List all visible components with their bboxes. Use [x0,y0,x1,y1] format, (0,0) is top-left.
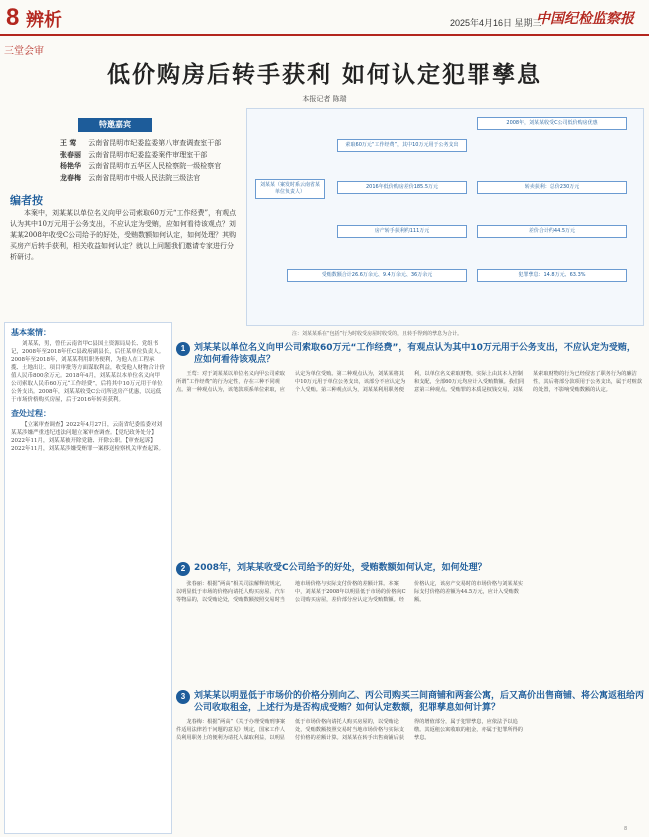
diagram-node: 索取60万元“工作经费”，其中10万元用于公务支出 [337,139,467,152]
case-diagram [246,108,644,326]
article-byline: 本报记者 陈瑞 [302,95,347,103]
case-text: 刘某某，男，曾任云南省甲C县国土资源局局长、党组书记，2008年至2018年任C县政府副县长，后任某单位负责人。2008年至2018年，刘某某利用职务便利，为他人在工程承揽、土地出让、项目审批等方面谋取利益，收受他人财物合计价值人民币800余万元。2018年4月，刘某某以本单位名义向甲公司索取人民币60万元“工作经费”，后将其中10万元用于单位公务支出。2008年，刘某某收受C公司所送房产优惠，以远低于市场价格购买房屋，后于2016年转卖获利。 [11,341,166,403]
case-sidebar [4,322,172,834]
question-text: 刘某某以单位名义向甲公司索取60万元“工作经费”，有观点认为其中10万元用于公务支出，不应认定为受贿，应如何看待该观点？ [194,343,636,365]
guest-title: 云南省昆明市五华区人民检察院一级检察官 [88,162,222,170]
question-text: 2008年，刘某某收受C公司给予的好处，受贿数额如何认定，如何处理？ [194,563,487,573]
answer-text: 张春丽：根据“两高”相关司法解释的规定，以明显低于市场的价格向请托人购买房屋、汽车等物品的，以受贿论处，受贿数额按照交易时当地市场价格与实际支付价格的差额计算。本案中，刘某某于2008年以明显低于市场的价格向C公司购买房屋，差价部分应认定为受贿数额。经价格认定，该房产交易时的市场价格与刘某某实际支付价格的差额为44.5万元，应计入受贿数额。 [176,581,523,603]
section-title: 辨析 [26,10,62,31]
question-text: 刘某某以明显低于市场价的价格分别向乙、丙公司购买三间商铺和两套公寓，后又高价出售商铺、将公寓返租给丙公司收取租金，上述行为是否构成受贿？如何认定数额，犯罪孳息如何计算？ [194,691,645,713]
guest-item [60,173,221,185]
question-number: 3 [176,690,190,704]
case-heading: 基本案情： [11,328,51,337]
guest-name: 杨艳华 [60,162,81,170]
diagram-node: 犯罪孳息：14.8万元、63.3% [477,269,627,282]
guest-item [60,161,221,173]
diagram-node: 转卖获利：总价230万元 [477,181,627,194]
footer-page: 8 [624,826,628,832]
guest-item [60,138,221,150]
diagram-caption: 注：刘某某系在“包括”行为时收受房屋时收受的，且转手得到的孳息为合计。 [292,331,463,337]
guest-name: 张春丽 [60,150,81,159]
article-headline: 低价购房后转手获利 如何认定犯罪孳息 [106,61,542,88]
guest-title: 云南省昆明市纪委监委案件审理室干部 [88,150,208,159]
column-name: 三堂会审 [4,46,44,57]
question-section [176,342,644,394]
page-header [0,0,649,36]
editor-note-heading: 编者按 [10,194,43,207]
guest-title: 云南省昆明市纪委监委第八审查调查室干部 [88,139,222,147]
guests-list [60,138,221,184]
guest-item [60,150,221,162]
diagram-node: 差价合计约44.5万元 [477,225,627,238]
diagram-node: 刘某某（案发时系云南省某单位负责人） [255,179,325,199]
diagram-node: 2016年低价购房差价185.5万元 [337,181,467,194]
question-number: 1 [176,342,190,356]
guest-name: 王 莺 [60,139,77,147]
diagram-node: 2008年，刘某某收受C公司低价购房优惠 [477,117,627,130]
process-text: 【立案审查调查】2022年4月27日，云南省纪委监委对刘某某涉嫌严重违纪违法问题立案审查调查。【党纪政务处分】2022年11月，刘某某被开除党籍、开除公职。【审查起诉】2022年11月，刘某某涉嫌受贿罪一案移送检察机关审查起诉。 [11,422,164,452]
guests-tag: 特邀嘉宾 [78,118,152,132]
question-section [176,562,644,604]
process-heading: 查处过程： [11,409,51,418]
issue-date: 2025年4月16日 星期三 [450,18,542,28]
guest-name: 龙春梅 [60,173,81,182]
answer-text: 龙春梅：根据“两高”《关于办理受贿刑事案件适用法律若干问题的意见》规定，国家工作人员利用职务上的便利为请托人谋取利益，以明显低于市场价格向请托人购买房屋的，以受贿论处，受贿数额按照交易时当地市场价格与实际支付价格的差额计算。刘某某在转手出售商铺后获得的增值部分，属于犯罪孳息，应依法予以追缴。其返租公寓收取的租金，亦属于犯罪所得的孳息。 [176,719,523,741]
page-number: 8 [6,4,20,31]
answer-text: 王莺：对于刘某某以单位名义向甲公司索取所谓“工作经费”的行为定性，存在三种不同观点。第一种观点认为，该笔款项系单位索取，应认定为单位受贿。第二种观点认为，刘某某将其中10万元用于单位公务支出，该部分不应认定为个人受贿。第三种观点认为，刘某某利用职务便利，以单位名义索取财物，实际上由其本人控制和支配，全部60万元均应计入受贿数额。我们同意第三种观点。受贿罪的本质是权钱交易，刘某某索取财物的行为已经侵害了职务行为的廉洁性，其后将部分款项用于公务支出，属于对赃款的处置，不影响受贿数额的认定。 [176,371,642,393]
paper-name: 中国纪检监察报 [536,11,634,27]
question-number: 2 [176,562,190,576]
guest-title: 云南省昆明市中级人民法院三级法官 [88,173,201,182]
diagram-node: 房产转手获利约111万元 [337,225,467,238]
editor-note-text: 本案中，刘某某以单位名义向甲公司索取60万元“工作经费”，有观点认为其中10万元用于公务支出，不应认定为受贿，应如何看待该观点？刘某某2008年收受C公司给予的好处，受贿数额如何认定，如何处理？其购买房产后转手获利，相关收益如何认定？就以上问题我们邀请专家进行分析研讨。 [10,209,237,261]
diagram-node: 受贿数额合计26.6万余元、9.4万余元、36万余元 [287,269,467,282]
question-section [176,690,644,742]
